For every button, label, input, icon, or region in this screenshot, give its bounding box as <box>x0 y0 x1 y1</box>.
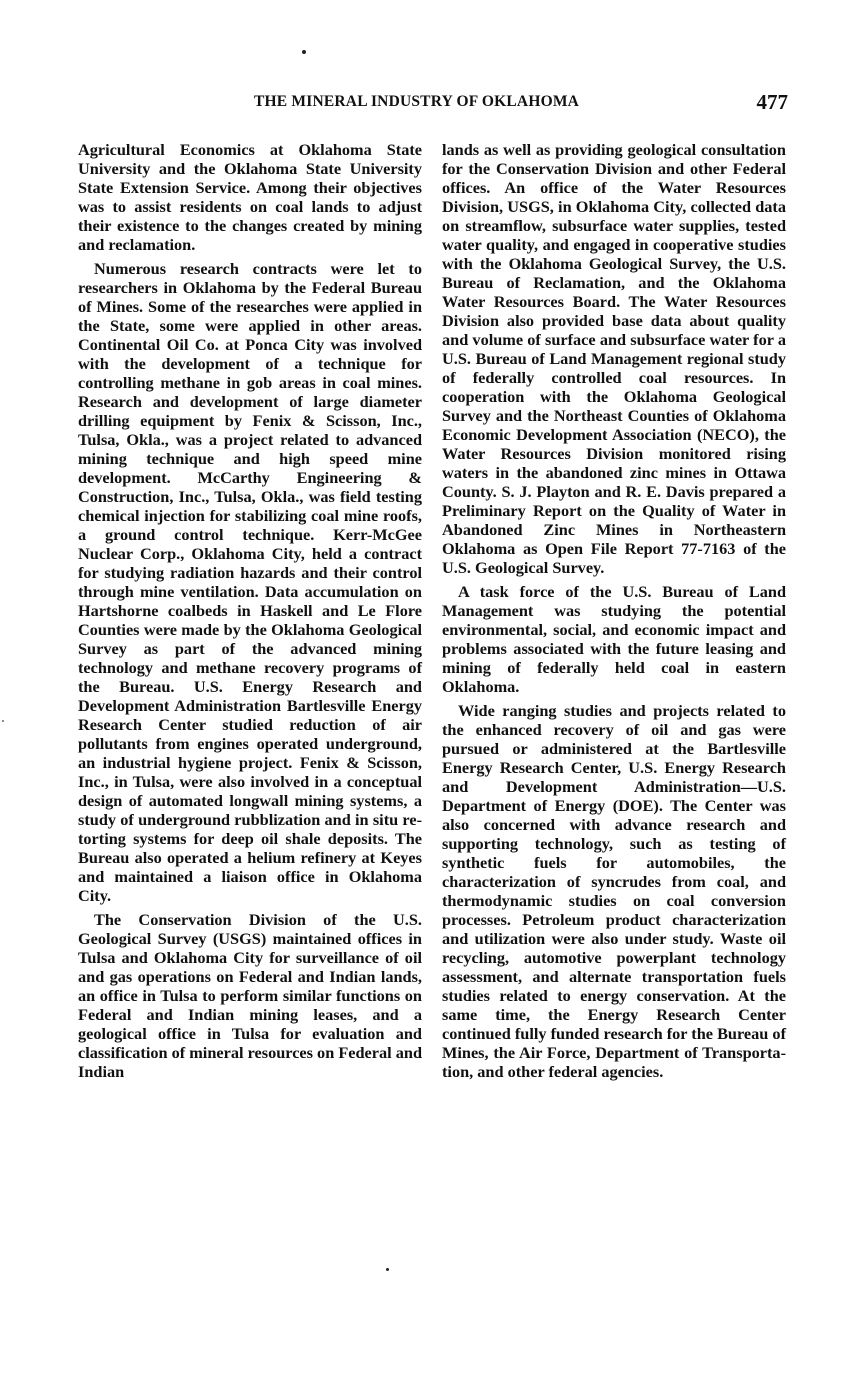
paragraph: A task force of the U.S. Bureau of Land Management was studying the potential environmental, social, and economic impact and problems associated with the future leasing and mining of federally held coal in eastern Oklahoma. <box>442 582 786 696</box>
print-speck <box>386 1268 389 1271</box>
print-speck <box>2 720 4 722</box>
right-column <box>442 140 786 1086</box>
running-title: THE MINERAL INDUSTRY OF OKLAHOMA <box>254 93 580 110</box>
paragraph: Numerous research contracts were let to researchers in Oklahoma by the Federal Bureau of Mines. Some of the researches were applied in the State, some were applied in other areas. Continental Oil Co. at Ponca City was involved with the development of a technique for controlling methane in gob areas in coal mines. Research and development of large diameter drilling equipment by Fenix & Scisson, Inc., Tulsa, Okla., was a project related to advanced mining technique and high speed mine development. McCarthy Engineering & Construction, Inc., Tulsa, Okla., was field testing chemical injection for stabilizing coal mine roofs, a ground control technique. Kerr-McGee Nuclear Corp., Oklahoma City, held a contract for studying radiation hazards and their control through mine ventilation. Data accumulation on Hartshorne coalbeds in Haskell and Le Flore Counties were made by the Oklahoma Geological Survey as part of the advanced mining technology and methane recovery programs of the Bureau. U.S. Energy Research and Development Administration Bartlesville Energy Research Center studied reduction of air pollutants from engines operated underground, an industrial hygiene project. Fenix & Scisson, Inc., in Tulsa, were also involved in a conceptual design of automated longwall mining systems, a study of underground rubblization and in situ retorting systems for deep oil shale deposits. The Bureau also operated a helium refinery at Keyes and maintained a liaison office in Oklahoma City. <box>78 259 422 905</box>
left-column <box>78 140 422 1086</box>
page-header <box>80 92 788 114</box>
print-speck <box>302 50 306 54</box>
page-number: 477 <box>756 90 788 114</box>
paragraph: Agricultural Economics at Oklahoma State University and the Oklahoma State University State Extension Service. Among their objectives was to assist residents on coal lands to adjust their existence to the changes created by mining and reclamation. <box>78 140 422 254</box>
paragraph: lands as well as providing geological consultation for the Conservation Division and other Federal offices. An office of the Water Resources Division, USGS, in Oklahoma City, collected data on streamflow, subsurface water supplies, tested water quality, and engaged in cooperative studies with the Oklahoma Geological Survey, the U.S. Bureau of Reclamation, and the Oklahoma Water Resources Board. The Water Resources Division also provided base data about quality and volume of surface and subsurface water for a U.S. Bureau of Land Management regional study of federally controlled coal resources. In cooperation with the Oklahoma Geological Survey and the Northeast Counties of Oklahoma Economic Development Association (NECO), the Water Resources Division monitored rising waters in the abandoned zinc mines in Ottawa County. S. J. Playton and R. E. Davis prepared a Preliminary Report on the Quality of Water in Abandoned Zinc Mines in Northeastern Oklahoma as Open File Report 77-7163 of the U.S. Geological Survey. <box>442 140 786 577</box>
paragraph: Wide ranging studies and projects related to the enhanced recovery of oil and gas were pursued or administered at the Bartlesville Energy Research Center, U.S. Energy Research and Development Administration—U.S. Department of Energy (DOE). The Center was also concerned with advance research and supporting technology, such as testing of synthetic fuels for automobiles, the characterization of syncrudes from coal, and thermodynamic studies on coal conversion processes. Petroleum product characterization and utilization were also under study. Waste oil recycling, automotive powerplant technology assessment, and alternate transportation fuels studies related to energy conservation. At the same time, the Energy Research Center continued fully funded research for the Bureau of Mines, the Air Force, Department of Transportation, and other federal agencies. <box>442 701 786 1081</box>
paragraph: The Conservation Division of the U.S. Geological Survey (USGS) maintained offices in Tulsa and Oklahoma City for surveillance of oil and gas operations on Federal and Indian lands, an office in Tulsa to perform similar functions on Federal and Indian mining leases, and a geological office in Tulsa for evaluation and classification of mineral resources on Federal and Indian <box>78 910 422 1081</box>
